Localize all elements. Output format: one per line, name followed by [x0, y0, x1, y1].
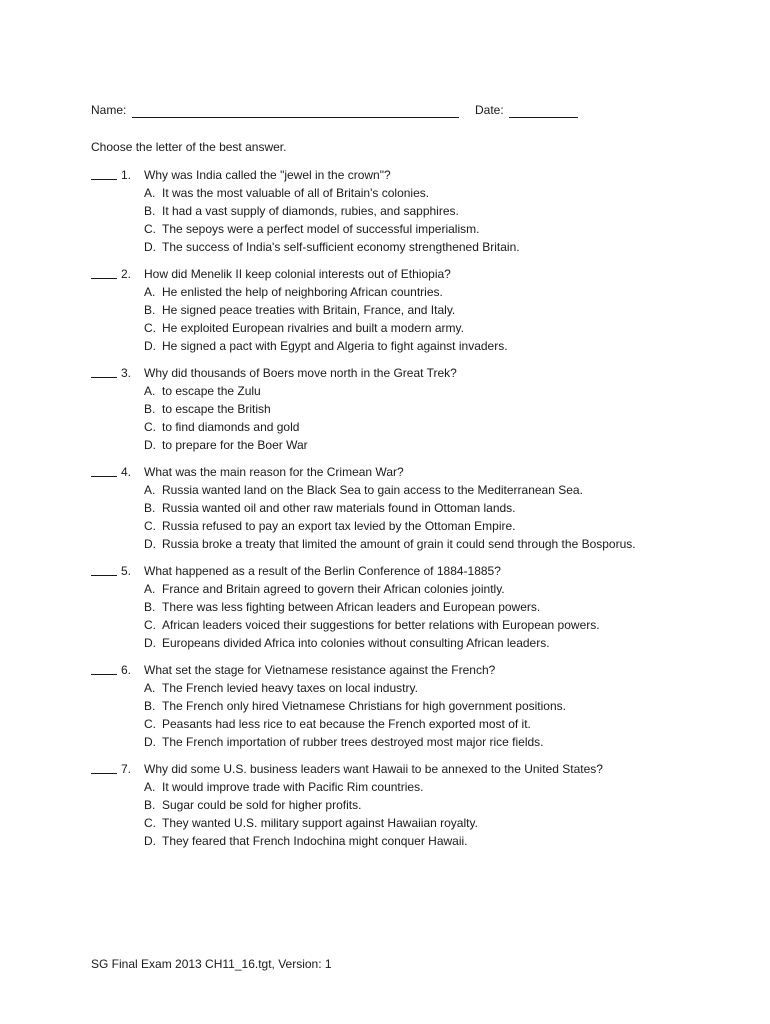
question-text: Why did thousands of Boers move north in the Great Trek?	[144, 366, 457, 380]
answer-blank[interactable]	[91, 760, 117, 774]
answer-blank[interactable]	[91, 265, 117, 279]
choice-text: Russia wanted land on the Black Sea to gain access to the Mediterranean Sea.	[162, 483, 583, 497]
choice-letter: A.	[144, 483, 156, 497]
date-field[interactable]	[509, 117, 578, 118]
choice-text: It had a vast supply of diamonds, rubies, and sapphires.	[162, 204, 459, 218]
choice-letter: D.	[144, 537, 156, 551]
answer-choice	[91, 697, 731, 715]
answer-choice	[91, 337, 731, 355]
question-list	[91, 166, 731, 859]
name-field[interactable]	[132, 117, 459, 118]
answer-choice	[91, 283, 731, 301]
answer-choice	[91, 715, 731, 733]
question-7	[91, 760, 731, 850]
choice-text: Russia broke a treaty that limited the amount of grain it could send through the Bosporus.	[162, 537, 636, 551]
name-label: Name:	[91, 103, 127, 117]
question-stem	[91, 661, 731, 679]
question-text: How did Menelik II keep colonial interests out of Ethiopia?	[144, 267, 451, 281]
answer-choice	[91, 679, 731, 697]
choice-text: Peasants had less rice to eat because the French exported most of it.	[162, 717, 531, 731]
choice-letter: A.	[144, 384, 156, 398]
answer-choice	[91, 436, 731, 454]
question-number: 1.	[121, 168, 132, 182]
question-text: What was the main reason for the Crimean War?	[144, 465, 404, 479]
choice-letter: B.	[144, 699, 156, 713]
choice-text: It was the most valuable of all of Britain's colonies.	[162, 186, 430, 200]
choice-letter: B.	[144, 600, 156, 614]
answer-choice	[91, 202, 731, 220]
answer-choice	[91, 418, 731, 436]
question-number: 2.	[121, 267, 132, 281]
question-1	[91, 166, 731, 256]
choice-letter: D.	[144, 339, 156, 353]
choice-letter: A.	[144, 780, 156, 794]
choice-text: The French importation of rubber trees destroyed most major rice fields.	[162, 735, 544, 749]
question-4	[91, 463, 731, 553]
choice-text: to escape the Zulu	[162, 384, 261, 398]
choice-letter: B.	[144, 204, 156, 218]
answer-choice	[91, 580, 731, 598]
choice-letter: A.	[144, 681, 156, 695]
answer-choice	[91, 517, 731, 535]
question-text: What set the stage for Vietnamese resistance against the French?	[144, 663, 496, 677]
question-stem	[91, 562, 731, 580]
choice-letter: A.	[144, 186, 156, 200]
choice-text: to prepare for the Boer War	[162, 438, 308, 452]
choice-text: The French levied heavy taxes on local industry.	[162, 681, 418, 695]
question-number: 6.	[121, 663, 132, 677]
choice-text: to escape the British	[162, 402, 271, 416]
answer-choice	[91, 319, 731, 337]
answer-choice	[91, 778, 731, 796]
answer-choice	[91, 616, 731, 634]
question-stem	[91, 265, 731, 283]
choice-text: Sugar could be sold for higher profits.	[162, 798, 362, 812]
answer-blank[interactable]	[91, 562, 117, 576]
choice-text: Russia wanted oil and other raw materials found in Ottoman lands.	[162, 501, 516, 515]
answer-choice	[91, 301, 731, 319]
choice-letter: B.	[144, 303, 156, 317]
choice-text: The French only hired Vietnamese Christians for high government positions.	[162, 699, 566, 713]
question-number: 4.	[121, 465, 132, 479]
question-number: 5.	[121, 564, 132, 578]
choice-letter: C.	[144, 321, 156, 335]
choice-letter: C.	[144, 519, 156, 533]
choice-text: Russia refused to pay an export tax levied by the Ottoman Empire.	[162, 519, 516, 533]
choice-letter: D.	[144, 834, 156, 848]
date-label: Date:	[475, 103, 504, 117]
choice-text: There was less fighting between African leaders and European powers.	[162, 600, 541, 614]
answer-choice	[91, 733, 731, 751]
choice-letter: C.	[144, 816, 156, 830]
choice-text: He signed peace treaties with Britain, France, and Italy.	[162, 303, 456, 317]
choice-letter: D.	[144, 636, 156, 650]
answer-choice	[91, 796, 731, 814]
header	[91, 103, 691, 121]
answer-choice	[91, 220, 731, 238]
question-5	[91, 562, 731, 652]
choice-text: They wanted U.S. military support against Hawaiian royalty.	[162, 816, 478, 830]
question-stem	[91, 463, 731, 481]
choice-text: African leaders voiced their suggestions for better relations with European powers.	[162, 618, 600, 632]
choice-text: The sepoys were a perfect model of successful imperialism.	[162, 222, 480, 236]
choice-text: He signed a pact with Egypt and Algeria to fight against invaders.	[162, 339, 508, 353]
answer-choice	[91, 184, 731, 202]
choice-letter: B.	[144, 798, 156, 812]
question-text: Why was India called the "jewel in the crown"?	[144, 168, 391, 182]
choice-letter: C.	[144, 420, 156, 434]
question-stem	[91, 760, 731, 778]
choice-text: The success of India's self-sufficient economy strengthened Britain.	[162, 240, 520, 254]
question-3	[91, 364, 731, 454]
instructions: Choose the letter of the best answer.	[91, 140, 287, 154]
choice-text: to find diamonds and gold	[162, 420, 300, 434]
answer-choice	[91, 535, 731, 553]
question-number: 7.	[121, 762, 132, 776]
choice-letter: D.	[144, 240, 156, 254]
question-6	[91, 661, 731, 751]
choice-letter: A.	[144, 285, 156, 299]
choice-text: He enlisted the help of neighboring African countries.	[162, 285, 443, 299]
answer-blank[interactable]	[91, 661, 117, 675]
choice-letter: D.	[144, 438, 156, 452]
answer-choice	[91, 238, 731, 256]
answer-blank[interactable]	[91, 166, 117, 180]
answer-blank[interactable]	[91, 463, 117, 477]
question-number: 3.	[121, 366, 132, 380]
choice-letter: B.	[144, 501, 156, 515]
footer: SG Final Exam 2013 CH11_16.tgt, Version: 1	[91, 957, 332, 971]
choice-letter: A.	[144, 582, 156, 596]
answer-choice	[91, 598, 731, 616]
choice-letter: C.	[144, 222, 156, 236]
choice-letter: C.	[144, 618, 156, 632]
choice-text: France and Britain agreed to govern their African colonies jointly.	[162, 582, 505, 596]
answer-choice	[91, 499, 731, 517]
answer-choice	[91, 481, 731, 499]
question-stem	[91, 166, 731, 184]
choice-letter: D.	[144, 735, 156, 749]
choice-text: It would improve trade with Pacific Rim countries.	[162, 780, 424, 794]
question-stem	[91, 364, 731, 382]
answer-choice	[91, 382, 731, 400]
answer-choice	[91, 814, 731, 832]
choice-text: He exploited European rivalries and built a modern army.	[162, 321, 464, 335]
answer-choice	[91, 634, 731, 652]
choice-letter: B.	[144, 402, 156, 416]
choice-text: They feared that French Indochina might conquer Hawaii.	[162, 834, 468, 848]
question-text: Why did some U.S. business leaders want Hawaii to be annexed to the United States?	[144, 762, 603, 776]
question-2	[91, 265, 731, 355]
answer-blank[interactable]	[91, 364, 117, 378]
choice-text: Europeans divided Africa into colonies without consulting African leaders.	[162, 636, 550, 650]
answer-choice	[91, 832, 731, 850]
choice-letter: C.	[144, 717, 156, 731]
question-text: What happened as a result of the Berlin Conference of 1884-1885?	[144, 564, 501, 578]
answer-choice	[91, 400, 731, 418]
